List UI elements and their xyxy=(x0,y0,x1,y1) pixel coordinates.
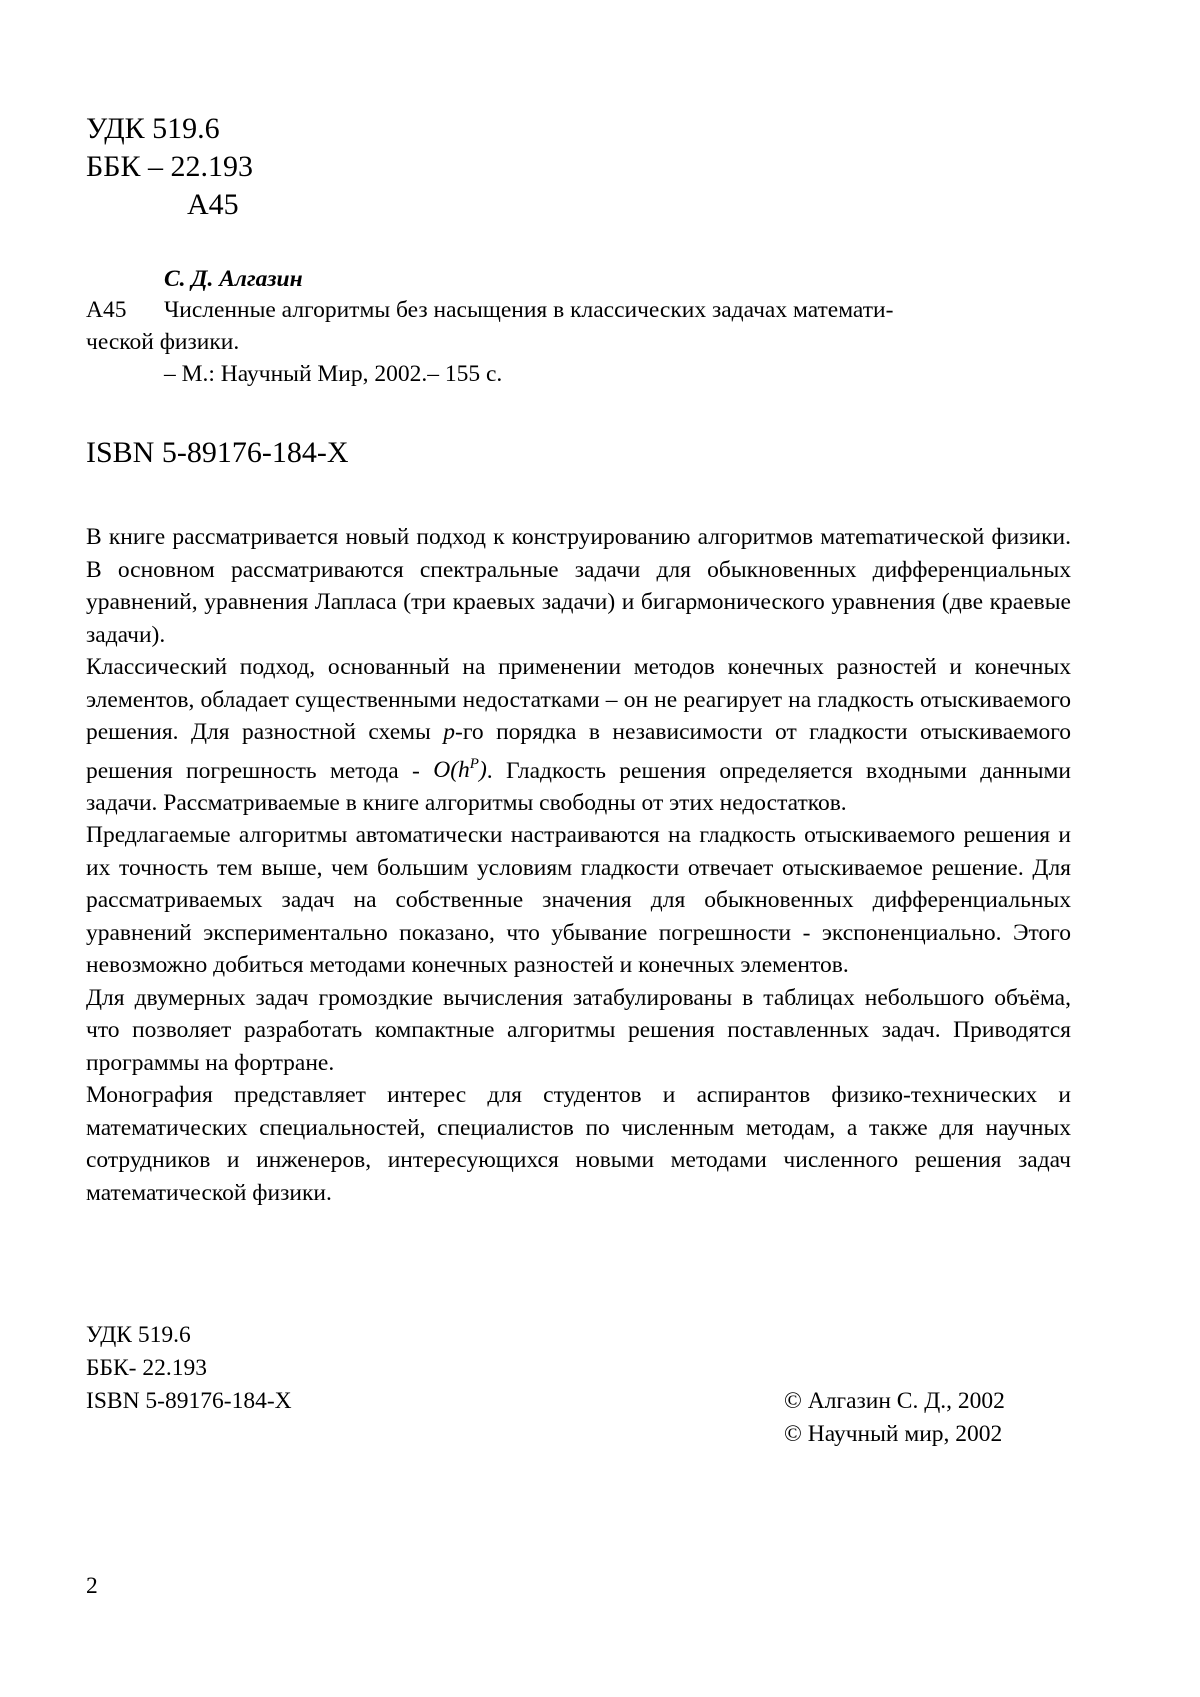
footer-isbn: ISBN 5-89176-184-X xyxy=(86,1388,292,1414)
annotation-paragraph-5: Монография представляет интерес для студентов и аспирантов физико-технических и математических специальностей, специалистов по численным методам, а также для научных сотрудников и инженеров, интересующихся новыми методами численного решения задач математической физики. xyxy=(86,1082,1071,1206)
author-sign: А45 xyxy=(187,188,239,221)
error-estimate: $O(h^P)$ xyxy=(433,756,487,784)
bib-publisher: – М.: Научный Мир, 2002.– 155 с. xyxy=(164,361,503,387)
annotation-paragraph-4: Для двумерных задач громоздкие вычисления затабулированы в таблицах небольшого объёма, что позволяет разработать компактные алгоритмы решения поставленных задач. Приводятся программы на фортране. xyxy=(86,984,1071,1076)
annotation-paragraph-2: Классический подход, основанный на применении методов конечных разностей и конечных элементов, обладает существенными недостатками – он не реагирует на гладкость отыскиваемого решения. Для разностной схемы p-го порядка в независимости от гладкости отыскиваемого решения погрешность метода - $O(h^P)$. Гладкость решения определяется входными данными задачи. Рассматриваемые в книге алгоритмы свободны от этих недостатков. xyxy=(86,654,1071,816)
annotation-paragraph-3: Предлагаемые алгоритмы автоматически настраиваются на гладкость отыскиваемого решения и их точность тем выше, чем большим условиям гладкости отвечает отыскиваемое решение. Для рассматриваемых задач на собственные значения для обыкновенных дифференциальных уравнений экспериментально показано, что убывание погрешности - экспоненциально. Этого невозможно добиться методами конечных разностей и конечных элементов. xyxy=(86,822,1071,979)
copyright-publisher: © Научный мир, 2002 xyxy=(784,1421,1003,1447)
footer-bbk: ББК- 22.193 xyxy=(86,1355,207,1381)
bib-title-line2: ческой физики. xyxy=(86,329,240,355)
order-symbol: p xyxy=(443,719,455,745)
bib-title-line1: Численные алгоритмы без насыщения в классических задачах математи- xyxy=(164,297,894,323)
isbn-main: ISBN 5-89176-184-X xyxy=(86,436,349,469)
bbk-code: ББК – 22.193 xyxy=(86,150,253,183)
annotation-paragraph-1: В книге рассматривается новый подход к конструированию алгоритмов матеmатической физики. В основном рассматриваются спектральные задачи для обыкновенных дифференциальных уравнений, уравнения Лапласа (три краевых задачи) и бигармонического уравнения (две краевые задачи). xyxy=(86,524,1071,648)
footer-udk: УДК 519.6 xyxy=(86,1322,191,1348)
bib-code: А45 xyxy=(86,297,127,323)
annotation xyxy=(86,521,1071,1209)
copyright-author: © Алгазин С. Д., 2002 xyxy=(784,1388,1005,1414)
page-number: 2 xyxy=(86,1573,98,1599)
udk-code: УДК 519.6 xyxy=(86,112,220,145)
bib-author: С. Д. Алгазин xyxy=(164,266,303,292)
